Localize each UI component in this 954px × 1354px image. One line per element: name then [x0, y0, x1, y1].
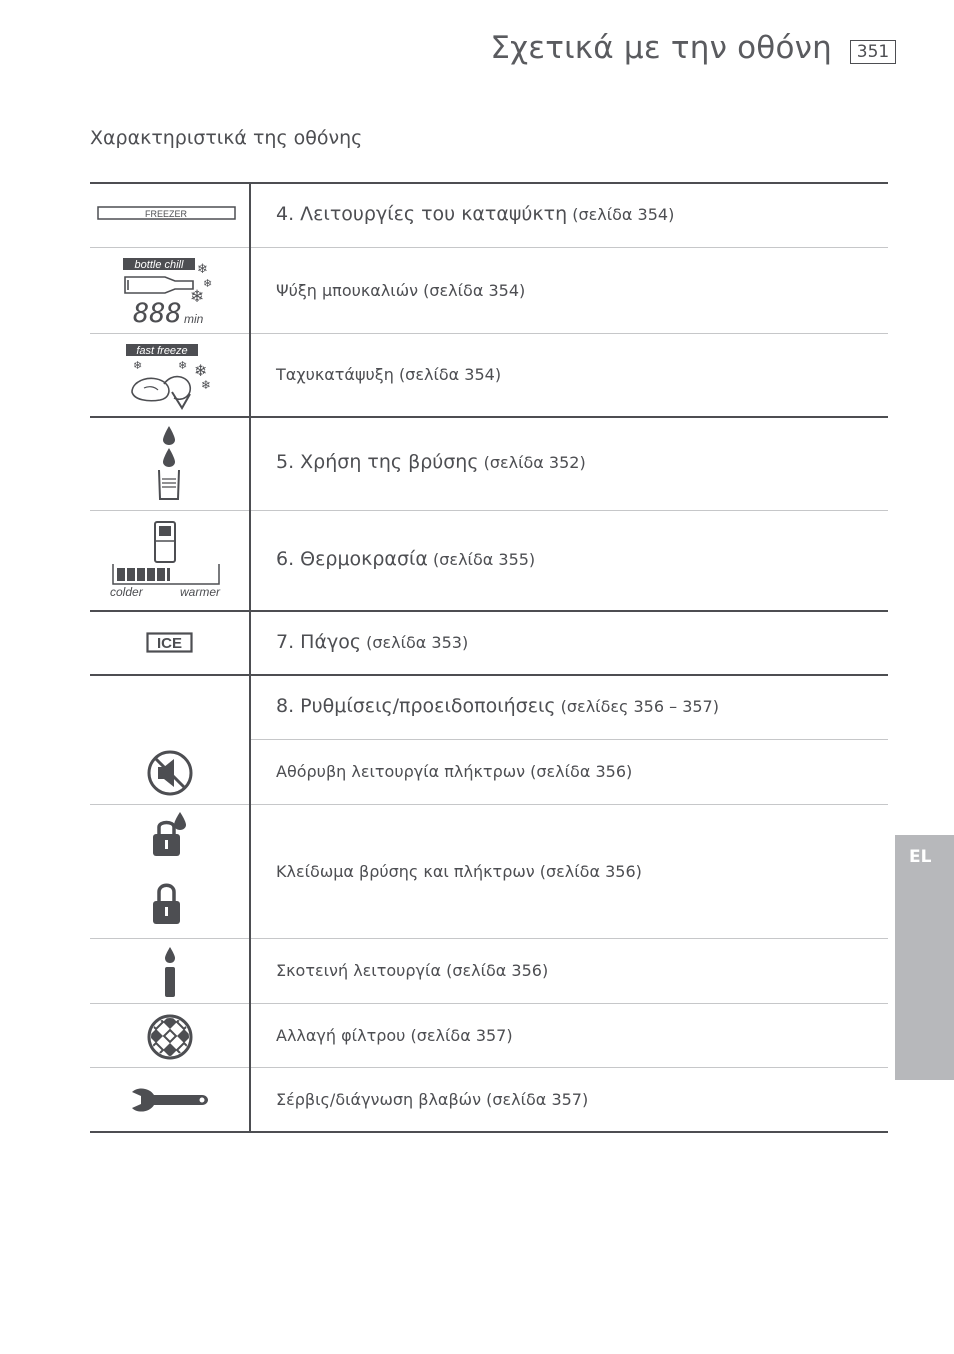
candle-icon	[160, 946, 180, 998]
table-row: Αθόρυβη λειτουργία πλήκτρων (σελίδα 356)	[276, 762, 633, 781]
table-row	[276, 631, 468, 653]
mute-icon	[146, 749, 194, 797]
table-row	[276, 695, 719, 717]
row-page-ref: (σελίδα 355)	[433, 550, 536, 569]
row-page-ref: (σελίδα 354)	[572, 205, 675, 224]
table-rule	[90, 182, 888, 184]
row-title: 5. Χρήση της βρύσης	[276, 451, 479, 473]
svg-text:❄: ❄	[197, 262, 208, 277]
svg-text:❄: ❄	[178, 359, 188, 372]
section-heading: Χαρακτηριστικά της οθόνης	[90, 127, 363, 149]
fast-freeze-icon	[124, 342, 220, 412]
table-rule	[90, 1003, 888, 1004]
row-page-ref: (σελίδα 352)	[483, 453, 586, 472]
table-rule	[90, 938, 888, 939]
table-rule	[250, 739, 888, 740]
bottle-chill-min: min	[184, 312, 204, 326]
table-rule	[90, 333, 888, 334]
row-title: 7. Πάγος	[276, 631, 361, 653]
table-rule	[90, 1067, 888, 1068]
table-rule	[90, 247, 888, 248]
filter-icon	[146, 1013, 194, 1061]
bottle-chill-icon	[120, 256, 220, 328]
row-page-ref: (σελίδα 353)	[366, 633, 469, 652]
water-dispenser-icon	[155, 424, 185, 504]
svg-text:❄: ❄	[133, 359, 143, 372]
colder-label: colder	[110, 585, 143, 599]
table-rule	[90, 510, 888, 511]
ice-icon	[146, 632, 194, 654]
table-rule	[90, 804, 888, 805]
table-row: Σκοτεινή λειτουργία (σελίδα 356)	[276, 961, 549, 980]
table-row	[276, 548, 535, 570]
ice-label: ICE	[156, 635, 183, 652]
table-row: Ψύξη μπουκαλιών (σελίδα 354)	[276, 281, 526, 300]
wrench-icon	[130, 1087, 210, 1113]
language-tab	[895, 835, 954, 1080]
freezer-icon	[97, 206, 236, 221]
table-row: Σέρβις/διάγνωση βλαβών (σελίδα 357)	[276, 1090, 589, 1109]
table-rule	[90, 1131, 888, 1133]
table-rule	[90, 416, 888, 418]
svg-text:❄: ❄	[190, 287, 205, 307]
table-row	[276, 451, 586, 473]
bottle-chill-label: bottle chill	[134, 259, 184, 271]
table-column-divider	[249, 183, 251, 1132]
table-rule	[90, 610, 888, 612]
page-title: Σχετικά με την οθόνη	[490, 30, 832, 66]
row-page-ref: (σελίδες 356 – 357)	[560, 697, 719, 716]
row-title: 8. Ρυθμίσεις/προειδοποιήσεις	[276, 695, 556, 717]
table-row: Αλλαγή φίλτρου (σελίδα 357)	[276, 1026, 513, 1045]
temperature-icon	[108, 520, 228, 600]
bottle-chill-digits: 888	[133, 298, 182, 328]
row-title: 6. Θερμοκρασία	[276, 548, 428, 570]
row-title: 4. Λειτουργίες του καταψύκτη	[276, 203, 568, 225]
table-rule	[90, 674, 888, 676]
svg-text:❄: ❄	[194, 361, 208, 380]
table-row: Κλείδωμα βρύσης και πλήκτρων (σελίδα 356)	[276, 862, 642, 881]
lock-icon	[150, 810, 192, 930]
language-tab-label: EL	[909, 847, 932, 867]
freezer-label: FREEZER	[144, 209, 188, 219]
svg-text:❄: ❄	[201, 378, 212, 392]
table-row: Ταχυκατάψυξη (σελίδα 354)	[276, 365, 502, 384]
fast-freeze-label: fast freeze	[136, 345, 188, 357]
warmer-label: warmer	[180, 585, 221, 599]
table-row	[276, 203, 674, 225]
svg-text:❄: ❄	[203, 277, 213, 290]
page-number: 351	[850, 40, 896, 64]
